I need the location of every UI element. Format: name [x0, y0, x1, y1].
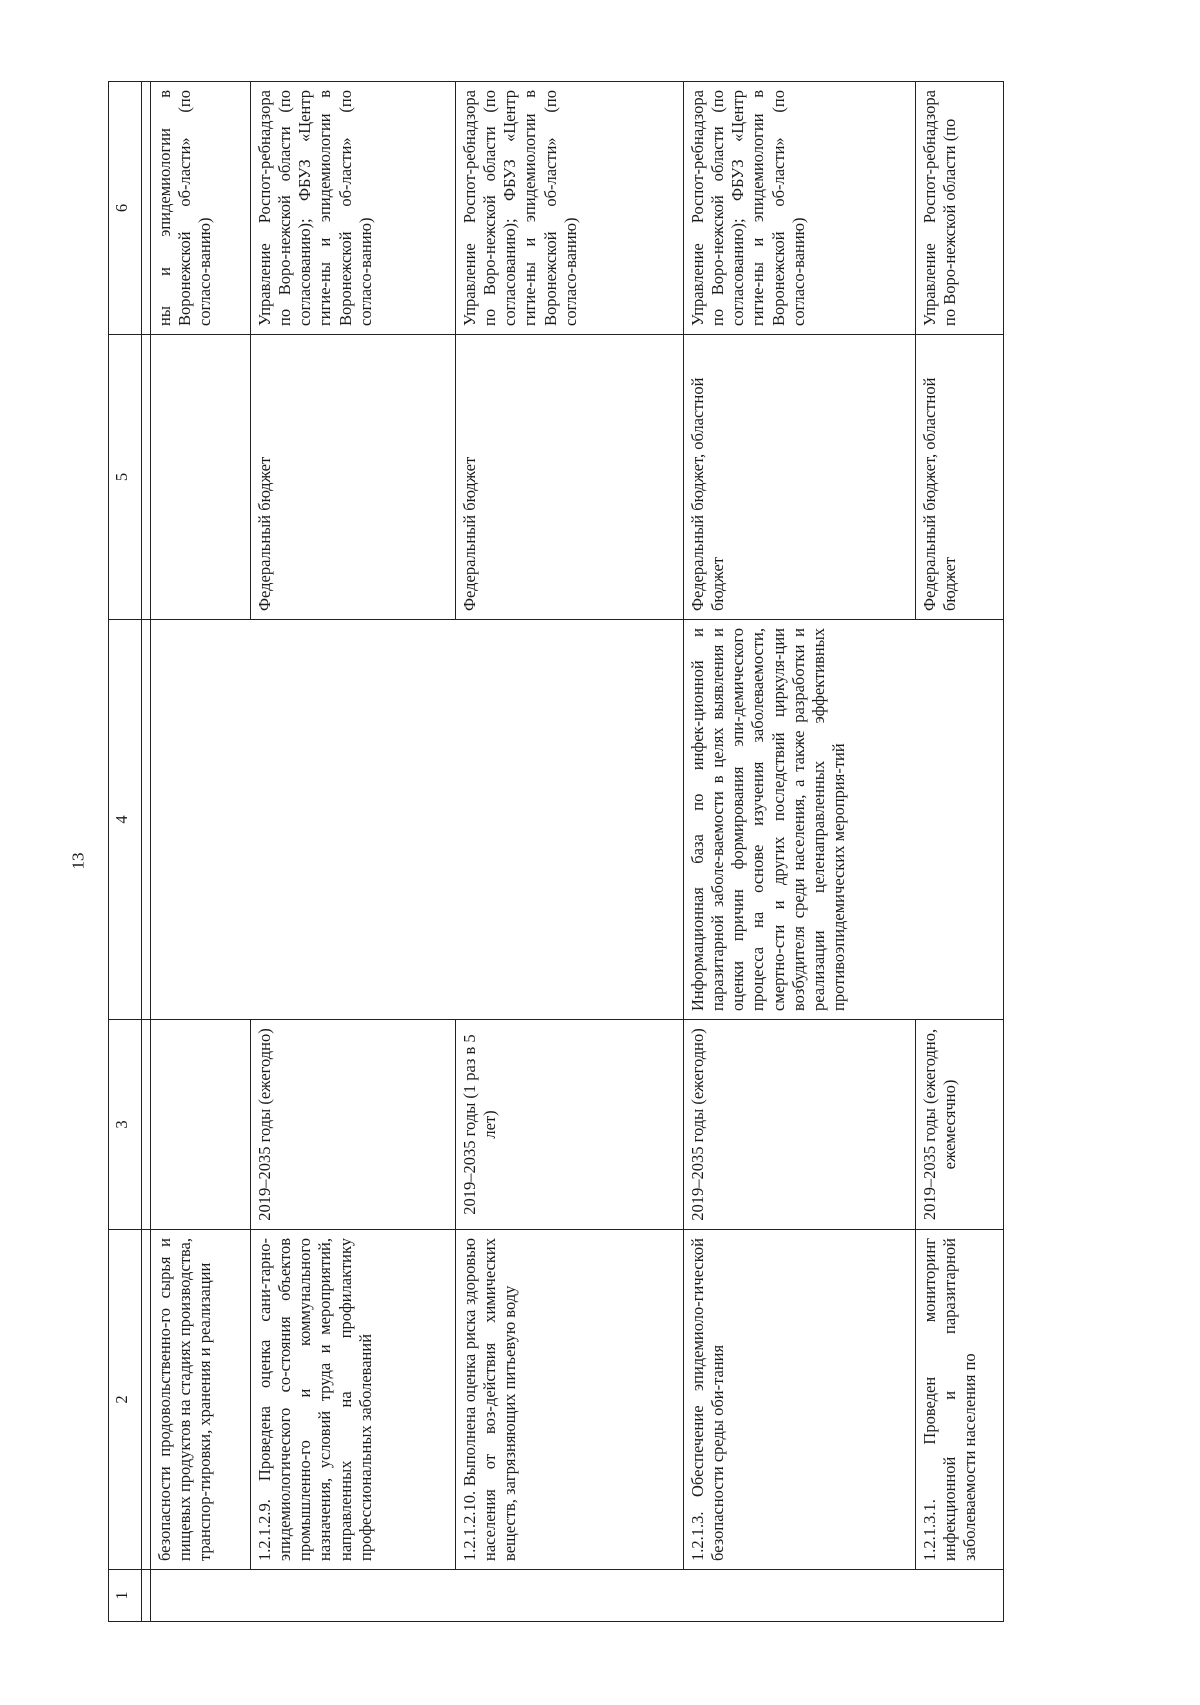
funding-cell: Федеральный бюджет: [456, 335, 684, 620]
funding-cell: Федеральный бюджет, областной бюджет: [684, 335, 916, 620]
header-col-5: 5: [109, 335, 142, 620]
table-header-row: [109, 82, 142, 1622]
result-cell: [456, 620, 684, 1020]
period-cell: 2019–2035 годы (ежегодно, ежемесячно): [916, 1020, 1004, 1230]
activity-cell: 1.2.1.2.9. Проведена оценка сани-тарно-эпидемиологического со-стояния объектов промышленно-го и коммунального назначения, условий труда и мероприятий, направленных на профилактику профессиональных заболеваний: [251, 1230, 456, 1570]
funding-cell: Федеральный бюджет, областной бюджет: [916, 335, 1004, 620]
executor-cell: Управление Роспот-ребнадзора по Воро-нежской области (по: [916, 82, 1004, 335]
result-cell: Информационная база по инфек-ционной и паразитарной заболе-ваемости в целях выявления и оценки причин формирования эпи-демического процесса на основе изучения заболеваемости, смертно-сти и других последствий циркуля-ции возбудителя среди населения, а также разработки и реализации целенаправленных эффективных противоэпидемических мероприя-тий: [684, 620, 1004, 1020]
page-number: 13: [68, 852, 87, 870]
period-cell: 2019–2035 годы (ежегодно): [684, 1020, 916, 1230]
funding-cell: Федеральный бюджет: [251, 335, 456, 620]
activity-cell: безопасности продовольственно-го сырья и пищевых продуктов на стадиях производства, транспор-тировки, хранения и реализации: [151, 1230, 251, 1570]
executor-cell: Управление Роспот-ребнадзора по Воро-нежской области (по согласованию); ФБУЗ «Центр гигие-ны и эпидемиологии в Воронежской об-ласти» (по согласо-ванию): [456, 82, 684, 335]
period-cell: 2019–2035 годы (1 раз в 5 лет): [456, 1020, 684, 1230]
table-row: [456, 82, 684, 1622]
period-cell: 2019–2035 годы (ежегодно): [251, 1020, 456, 1230]
header-col-2: 2: [109, 1230, 142, 1570]
activity-cell: 1.2.1.2.10. Выполнена оценка риска здоровью населения от воз-действия химических веществ, загрязняющих питьевую воду: [456, 1230, 684, 1570]
program-activities-table: [108, 81, 1004, 1622]
header-col-4: 4: [109, 620, 142, 1020]
activity-cell: 1.2.1.3.1. Проведен мониторинг инфекционной и паразитарной заболеваемости населения по: [916, 1230, 1004, 1570]
header-col-3: 3: [109, 1020, 142, 1230]
table-row: [151, 82, 251, 1622]
period-cell: [151, 1020, 251, 1230]
executor-cell: Управление Роспот-ребнадзора по Воро-нежской области (по согласованию); ФБУЗ «Центр гигие-ны и эпидемиологии в Воронежской об-ласти» (по согласо-ванию): [684, 82, 916, 335]
rotated-page-content: [108, 82, 1053, 1622]
header-col-6: 6: [109, 82, 142, 335]
funding-cell: [151, 335, 251, 620]
table-row: [684, 82, 916, 1622]
result-cell: [151, 620, 251, 1020]
header-col-1: 1: [109, 1570, 142, 1622]
executor-cell: ны и эпидемиологии в Воронежской об-ласти» (по согласо-ванию): [151, 82, 251, 335]
table-row: [251, 82, 456, 1622]
executor-cell: Управление Роспот-ребнадзора по Воро-нежской области (по согласованию); ФБУЗ «Центр гигие-ны и эпидемиологии в Воронежской об-ласти» (по согласо-ванию): [251, 82, 456, 335]
result-cell: [251, 620, 456, 1020]
activity-cell: 1.2.1.3. Обеспечение эпидемиоло-гической безопасности среды оби-тания: [684, 1230, 916, 1570]
header-separator: [142, 82, 151, 1622]
row-number-cell: [151, 1570, 1004, 1622]
